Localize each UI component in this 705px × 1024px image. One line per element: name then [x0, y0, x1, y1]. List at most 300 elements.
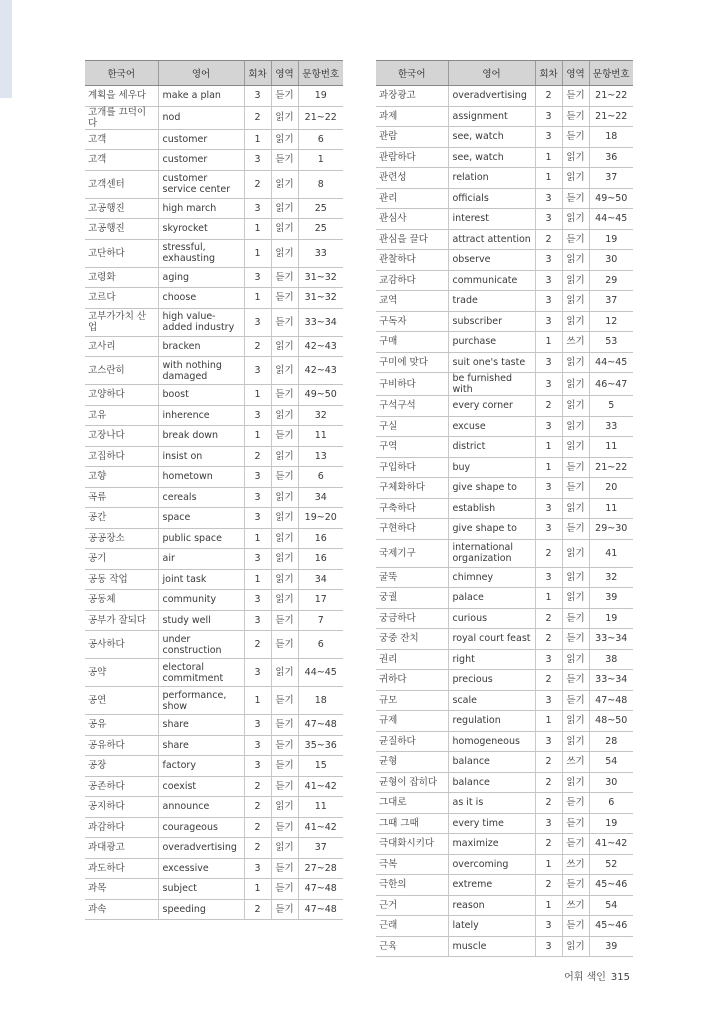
korean-term: 구독자	[376, 311, 448, 332]
question-number: 25	[298, 219, 343, 240]
table-row	[376, 731, 633, 752]
table-row	[85, 288, 343, 309]
test-area: 읽기	[271, 487, 298, 508]
question-number: 6	[589, 793, 633, 814]
english-term: reason	[448, 895, 535, 916]
test-area: 읽기	[562, 711, 589, 732]
test-area: 듣기	[562, 834, 589, 855]
header-area: 영역	[271, 61, 298, 86]
question-number: 12	[589, 311, 633, 332]
table-row	[85, 569, 343, 590]
korean-term: 고향	[85, 467, 158, 488]
english-term: public space	[158, 528, 244, 549]
table-row	[85, 150, 343, 171]
test-area: 듣기	[271, 735, 298, 756]
korean-term: 근육	[376, 936, 448, 957]
session-number: 3	[244, 86, 271, 107]
session-number: 2	[535, 608, 562, 629]
session-number: 3	[244, 198, 271, 219]
table-row	[376, 539, 633, 567]
table-row	[376, 270, 633, 291]
test-area: 듣기	[562, 519, 589, 540]
table-row	[85, 467, 343, 488]
table-row	[85, 838, 343, 859]
test-area: 읽기	[271, 336, 298, 357]
question-number: 47~48	[298, 899, 343, 920]
korean-term: 고공행진	[85, 198, 158, 219]
table-row	[376, 608, 633, 629]
english-term: study well	[158, 610, 244, 631]
session-number: 3	[535, 498, 562, 519]
table-row	[376, 588, 633, 609]
korean-term: 고부가가치 산업	[85, 308, 158, 336]
english-term: overcoming	[448, 854, 535, 875]
table-row	[85, 549, 343, 570]
korean-term: 궁중 잔치	[376, 629, 448, 650]
korean-term: 공동 작업	[85, 569, 158, 590]
korean-term: 과감하다	[85, 817, 158, 838]
vocab-table-right	[376, 60, 633, 957]
question-number: 39	[589, 588, 633, 609]
test-area: 듣기	[562, 608, 589, 629]
table-row	[85, 267, 343, 288]
test-area: 듣기	[562, 188, 589, 209]
english-term: precious	[448, 670, 535, 691]
session-number: 3	[244, 756, 271, 777]
english-term: excuse	[448, 416, 535, 437]
question-number: 47~48	[589, 690, 633, 711]
session-number: 3	[244, 267, 271, 288]
session-number: 3	[244, 487, 271, 508]
english-term: muscle	[448, 936, 535, 957]
english-term: curious	[448, 608, 535, 629]
korean-term: 규모	[376, 690, 448, 711]
question-number: 45~46	[589, 875, 633, 896]
question-number: 41~42	[298, 817, 343, 838]
test-area: 읽기	[562, 352, 589, 373]
table-row	[376, 629, 633, 650]
korean-term: 고객	[85, 129, 158, 150]
english-term: lately	[448, 916, 535, 937]
test-area: 읽기	[271, 239, 298, 267]
english-term: make a plan	[158, 86, 244, 107]
question-number: 20	[589, 478, 633, 499]
korean-term: 교역	[376, 291, 448, 312]
test-area: 읽기	[271, 170, 298, 198]
english-term: joint task	[158, 569, 244, 590]
table-row	[376, 854, 633, 875]
test-area: 듣기	[562, 793, 589, 814]
session-number: 3	[244, 715, 271, 736]
english-term: interest	[448, 209, 535, 230]
korean-term: 공약	[85, 659, 158, 687]
session-number: 3	[244, 357, 271, 385]
question-number: 28	[589, 731, 633, 752]
session-number: 3	[535, 690, 562, 711]
session-number: 3	[535, 250, 562, 271]
question-number: 32	[298, 405, 343, 426]
test-area: 읽기	[271, 405, 298, 426]
english-term: inherence	[158, 405, 244, 426]
korean-term: 극대화시키다	[376, 834, 448, 855]
session-number: 3	[244, 659, 271, 687]
english-term: high value-added industry	[158, 308, 244, 336]
footer-label: 어휘 색인	[564, 972, 606, 983]
english-term: suit one's taste	[448, 352, 535, 373]
table-row	[85, 590, 343, 611]
english-term: insist on	[158, 446, 244, 467]
page-number: 315	[610, 972, 630, 983]
table-row	[85, 756, 343, 777]
question-number: 44~45	[589, 352, 633, 373]
session-number: 3	[244, 590, 271, 611]
korean-term: 고유	[85, 405, 158, 426]
test-area: 듣기	[271, 610, 298, 631]
korean-term: 관리	[376, 188, 448, 209]
english-term: relation	[448, 168, 535, 189]
english-term: see, watch	[448, 127, 535, 148]
question-number: 49~50	[589, 188, 633, 209]
test-area: 읽기	[562, 291, 589, 312]
header-english: 영어	[158, 61, 244, 86]
test-area: 쓰기	[562, 854, 589, 875]
test-area: 듣기	[562, 127, 589, 148]
session-number: 2	[244, 797, 271, 818]
english-term: share	[158, 715, 244, 736]
question-number: 46~47	[589, 373, 633, 396]
table-row	[85, 735, 343, 756]
korean-term: 구체화하다	[376, 478, 448, 499]
korean-term: 공부가 잘되다	[85, 610, 158, 631]
korean-term: 권리	[376, 649, 448, 670]
korean-term: 균형	[376, 752, 448, 773]
korean-term: 곡류	[85, 487, 158, 508]
english-term: choose	[158, 288, 244, 309]
korean-term: 고스란히	[85, 357, 158, 385]
korean-term: 고객	[85, 150, 158, 171]
session-number: 2	[535, 834, 562, 855]
test-area: 듣기	[271, 776, 298, 797]
test-area: 듣기	[271, 715, 298, 736]
english-term: skyrocket	[158, 219, 244, 240]
korean-term: 고객센터	[85, 170, 158, 198]
test-area: 듣기	[271, 288, 298, 309]
test-area: 듣기	[562, 229, 589, 250]
session-number: 3	[535, 936, 562, 957]
table-row	[376, 498, 633, 519]
english-term: assignment	[448, 106, 535, 127]
test-area: 읽기	[562, 250, 589, 271]
vocab-rows-right	[376, 86, 633, 957]
korean-term: 극복	[376, 854, 448, 875]
english-term: as it is	[448, 793, 535, 814]
table-row	[376, 311, 633, 332]
question-number: 44~45	[298, 659, 343, 687]
table-row	[85, 508, 343, 529]
test-area: 읽기	[562, 416, 589, 437]
session-number: 1	[244, 385, 271, 406]
question-number: 33	[589, 416, 633, 437]
korean-term: 근래	[376, 916, 448, 937]
korean-term: 고공행진	[85, 219, 158, 240]
korean-term: 과목	[85, 879, 158, 900]
english-term: cereals	[158, 487, 244, 508]
table-row	[376, 936, 633, 957]
question-number: 38	[589, 649, 633, 670]
session-number: 3	[244, 549, 271, 570]
question-number: 18	[298, 687, 343, 715]
english-term: maximize	[448, 834, 535, 855]
english-term: overadvertising	[448, 86, 535, 107]
table-row	[85, 858, 343, 879]
english-term: homogeneous	[448, 731, 535, 752]
session-number: 1	[535, 711, 562, 732]
session-number: 1	[535, 854, 562, 875]
question-number: 32	[589, 567, 633, 588]
question-number: 33~34	[589, 629, 633, 650]
test-area: 듣기	[271, 267, 298, 288]
question-number: 37	[298, 838, 343, 859]
question-number: 11	[589, 498, 633, 519]
table-row	[376, 567, 633, 588]
english-term: aging	[158, 267, 244, 288]
session-number: 3	[244, 150, 271, 171]
test-area: 읽기	[562, 498, 589, 519]
table-row	[376, 127, 633, 148]
english-term: communicate	[448, 270, 535, 291]
korean-term: 구석구석	[376, 396, 448, 417]
session-number: 2	[535, 86, 562, 107]
korean-term: 공지하다	[85, 797, 158, 818]
korean-term: 그대로	[376, 793, 448, 814]
session-number: 2	[535, 670, 562, 691]
table-row	[85, 129, 343, 150]
korean-term: 고령화	[85, 267, 158, 288]
session-number: 3	[535, 106, 562, 127]
table-header-row	[85, 61, 343, 86]
english-term: air	[158, 549, 244, 570]
table-row	[85, 487, 343, 508]
session-number: 3	[244, 735, 271, 756]
korean-term: 관람	[376, 127, 448, 148]
question-number: 33	[298, 239, 343, 267]
question-number: 34	[298, 487, 343, 508]
korean-term: 관찰하다	[376, 250, 448, 271]
question-number: 48~50	[589, 711, 633, 732]
korean-term: 굴뚝	[376, 567, 448, 588]
vocab-rows-left	[85, 86, 343, 920]
session-number: 3	[535, 291, 562, 312]
test-area: 듣기	[271, 687, 298, 715]
test-area: 듣기	[271, 150, 298, 171]
question-number: 35~36	[298, 735, 343, 756]
session-number: 1	[244, 426, 271, 447]
english-term: under construction	[158, 631, 244, 659]
table-row	[376, 291, 633, 312]
english-term: community	[158, 590, 244, 611]
test-area: 듣기	[562, 690, 589, 711]
test-area: 읽기	[562, 270, 589, 291]
table-row	[376, 752, 633, 773]
question-number: 47~48	[298, 879, 343, 900]
test-area: 듣기	[271, 756, 298, 777]
table-header-row	[376, 61, 633, 86]
test-area: 읽기	[271, 569, 298, 590]
session-number: 3	[535, 209, 562, 230]
english-term: subject	[158, 879, 244, 900]
english-term: buy	[448, 457, 535, 478]
question-number: 30	[589, 772, 633, 793]
table-row	[376, 457, 633, 478]
english-term: subscriber	[448, 311, 535, 332]
header-question-number: 문항번호	[589, 61, 633, 86]
korean-term: 그때 그때	[376, 813, 448, 834]
korean-term: 관심을 끌다	[376, 229, 448, 250]
question-number: 30	[589, 250, 633, 271]
english-term: regulation	[448, 711, 535, 732]
question-number: 21~22	[589, 457, 633, 478]
english-term: bracken	[158, 336, 244, 357]
english-term: trade	[448, 291, 535, 312]
english-term: observe	[448, 250, 535, 271]
korean-term: 구실	[376, 416, 448, 437]
session-number: 2	[244, 776, 271, 797]
question-number: 33~34	[589, 670, 633, 691]
korean-term: 관련성	[376, 168, 448, 189]
session-number: 2	[244, 106, 271, 129]
table-row	[376, 332, 633, 353]
table-row	[85, 357, 343, 385]
session-number: 2	[244, 817, 271, 838]
korean-term: 궁궐	[376, 588, 448, 609]
test-area: 읽기	[562, 209, 589, 230]
test-area: 듣기	[271, 858, 298, 879]
table-row	[85, 715, 343, 736]
test-area: 듣기	[271, 467, 298, 488]
korean-term: 고장나다	[85, 426, 158, 447]
test-area: 읽기	[562, 936, 589, 957]
korean-term: 국제기구	[376, 539, 448, 567]
table-row	[85, 426, 343, 447]
english-term: stressful, exhausting	[158, 239, 244, 267]
english-term: give shape to	[448, 519, 535, 540]
english-term: district	[448, 437, 535, 458]
question-number: 31~32	[298, 288, 343, 309]
korean-term: 공동체	[85, 590, 158, 611]
header-area: 영역	[562, 61, 589, 86]
session-number: 2	[535, 629, 562, 650]
table-row	[376, 229, 633, 250]
korean-term: 공연	[85, 687, 158, 715]
question-number: 16	[298, 549, 343, 570]
session-number: 2	[244, 170, 271, 198]
question-number: 45~46	[589, 916, 633, 937]
question-number: 37	[589, 291, 633, 312]
test-area: 듣기	[562, 86, 589, 107]
korean-term: 관람하다	[376, 147, 448, 168]
english-term: announce	[158, 797, 244, 818]
test-area: 듣기	[271, 308, 298, 336]
english-term: chimney	[448, 567, 535, 588]
question-number: 41~42	[298, 776, 343, 797]
english-term: share	[158, 735, 244, 756]
session-number: 2	[535, 539, 562, 567]
test-area: 읽기	[271, 106, 298, 129]
page-footer	[564, 968, 630, 983]
table-row	[85, 385, 343, 406]
session-number: 3	[535, 916, 562, 937]
test-area: 듣기	[562, 875, 589, 896]
session-number: 3	[535, 373, 562, 396]
table-row	[376, 711, 633, 732]
question-number: 27~28	[298, 858, 343, 879]
question-number: 19	[589, 608, 633, 629]
korean-term: 극한의	[376, 875, 448, 896]
table-row	[376, 772, 633, 793]
table-row	[376, 147, 633, 168]
test-area: 읽기	[562, 649, 589, 670]
question-number: 21~22	[589, 106, 633, 127]
test-area: 읽기	[271, 446, 298, 467]
question-number: 47~48	[298, 715, 343, 736]
session-number: 2	[535, 396, 562, 417]
session-number: 1	[244, 219, 271, 240]
session-number: 3	[535, 567, 562, 588]
session-number: 3	[535, 813, 562, 834]
question-number: 15	[298, 756, 343, 777]
session-number: 2	[535, 875, 562, 896]
test-area: 읽기	[562, 373, 589, 396]
test-area: 듣기	[271, 426, 298, 447]
english-term: with nothing damaged	[158, 357, 244, 385]
korean-term: 공존하다	[85, 776, 158, 797]
table-row	[376, 895, 633, 916]
table-row	[85, 817, 343, 838]
session-number: 3	[244, 308, 271, 336]
korean-term: 고집하다	[85, 446, 158, 467]
session-number: 2	[244, 336, 271, 357]
table-row	[376, 86, 633, 107]
question-number: 11	[298, 797, 343, 818]
test-area: 읽기	[271, 659, 298, 687]
side-tab-decoration	[0, 0, 12, 98]
question-number: 13	[298, 446, 343, 467]
session-number: 2	[244, 838, 271, 859]
korean-term: 공장	[85, 756, 158, 777]
english-term: international organization	[448, 539, 535, 567]
question-number: 53	[589, 332, 633, 353]
korean-term: 궁금하다	[376, 608, 448, 629]
table-row	[85, 659, 343, 687]
table-row	[85, 336, 343, 357]
session-number: 3	[244, 610, 271, 631]
korean-term: 규제	[376, 711, 448, 732]
english-term: excessive	[158, 858, 244, 879]
table-row	[376, 813, 633, 834]
english-term: break down	[158, 426, 244, 447]
english-term: space	[158, 508, 244, 529]
english-term: every time	[448, 813, 535, 834]
session-number: 3	[535, 127, 562, 148]
session-number: 3	[244, 858, 271, 879]
test-area: 읽기	[271, 590, 298, 611]
english-term: attract attention	[448, 229, 535, 250]
session-number: 3	[535, 731, 562, 752]
test-area: 읽기	[562, 539, 589, 567]
english-term: hometown	[158, 467, 244, 488]
table-row	[376, 373, 633, 396]
question-number: 34	[298, 569, 343, 590]
